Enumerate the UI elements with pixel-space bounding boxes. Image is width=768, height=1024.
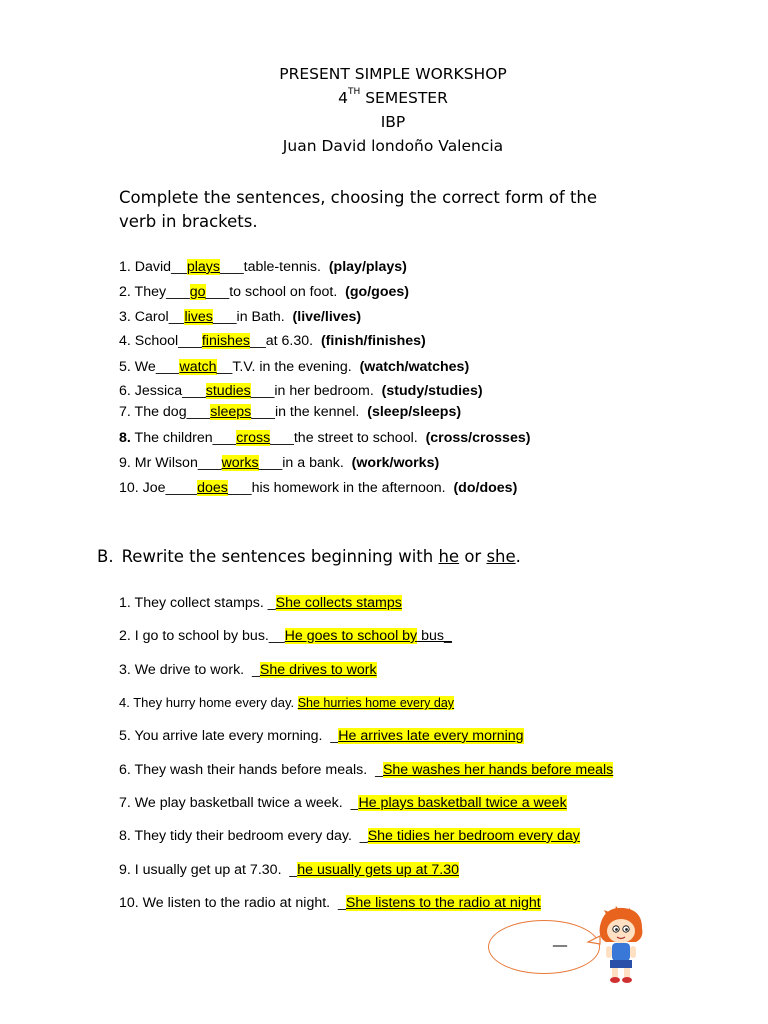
answer-highlight: works bbox=[221, 455, 259, 471]
exercise-a-item bbox=[119, 309, 361, 325]
rewritten-answer: He goes to school by bbox=[284, 628, 418, 644]
answer-highlight: finishes bbox=[201, 333, 250, 349]
author-name: Juan David londoño Valencia bbox=[282, 137, 504, 155]
semester-word: SEMESTER bbox=[360, 89, 448, 107]
section-a-instruction-line2: verb in brackets. bbox=[119, 212, 258, 231]
item-number: 8. bbox=[119, 430, 131, 446]
semester-line bbox=[0, 89, 768, 107]
item-sentence: They wash their hands before meals. bbox=[130, 762, 376, 778]
blank-right: ___ bbox=[219, 259, 244, 275]
rewritten-answer: She tidies her bedroom every day bbox=[367, 828, 580, 844]
word-she: she bbox=[486, 547, 516, 566]
blank-right: __ bbox=[216, 359, 233, 375]
blank-left: ___ bbox=[155, 359, 180, 375]
exercise-a-item bbox=[119, 359, 469, 375]
instruction-period: . bbox=[515, 547, 521, 566]
blank-left: ___ bbox=[186, 404, 211, 420]
item-prompt: David bbox=[130, 259, 172, 275]
item-continuation: table-tennis. bbox=[243, 259, 329, 275]
item-number: 1. bbox=[119, 595, 131, 611]
verb-options: (study/studies) bbox=[381, 383, 483, 399]
item-prompt: School bbox=[130, 333, 179, 349]
blank-right: ___ bbox=[227, 480, 252, 496]
answer-highlight: watch bbox=[179, 359, 217, 375]
exercise-b-item bbox=[119, 895, 541, 911]
rewritten-answer: She washes her hands before meals bbox=[382, 762, 614, 778]
rewritten-answer: She listens to the radio at night bbox=[345, 895, 541, 911]
answer-highlight: does bbox=[197, 480, 228, 496]
item-number: 10. bbox=[119, 895, 139, 911]
item-sentence: They tidy their bedroom every day. bbox=[130, 828, 360, 844]
exercise-a-item bbox=[119, 383, 483, 399]
blank-left: _ bbox=[252, 662, 260, 678]
section-b-letter: B. bbox=[97, 547, 114, 566]
blank-right: ___ bbox=[258, 455, 283, 471]
item-prompt: The dog bbox=[130, 404, 187, 420]
answer-highlight: sleeps bbox=[210, 404, 252, 420]
rewritten-answer: He arrives late every morning bbox=[338, 728, 524, 744]
answer-highlight: cross bbox=[236, 430, 271, 446]
verb-options: (finish/finishes) bbox=[320, 333, 426, 349]
blank-left: ___ bbox=[178, 333, 202, 349]
blank-right: ___ bbox=[250, 383, 275, 399]
exercise-b-item bbox=[119, 762, 613, 778]
rewritten-answer: She drives to work bbox=[259, 662, 377, 678]
item-continuation: in her bedroom. bbox=[274, 383, 382, 399]
verb-options: (work/works) bbox=[351, 455, 440, 471]
blank-left: _ bbox=[359, 828, 368, 844]
item-number: 2. bbox=[119, 284, 131, 300]
answer-highlight: lives bbox=[184, 309, 213, 325]
blank-left: __ bbox=[168, 309, 185, 325]
exercise-b-item bbox=[119, 795, 567, 811]
item-sentence: They hurry home every day. bbox=[129, 695, 298, 710]
item-sentence: They collect stamps. bbox=[130, 595, 268, 611]
section-b-heading bbox=[97, 547, 521, 566]
blank-right: ___ bbox=[205, 284, 230, 300]
item-continuation: in Bath. bbox=[236, 309, 293, 325]
worksheet-title: PRESENT SIMPLE WORKSHOP bbox=[279, 65, 507, 83]
item-sentence: You arrive late every morning. bbox=[130, 728, 331, 744]
item-prompt: We bbox=[130, 359, 156, 375]
blank-left: __ bbox=[171, 259, 187, 275]
word-he: he bbox=[438, 547, 460, 566]
speech-bubble bbox=[488, 920, 600, 974]
item-number: 7. bbox=[119, 795, 131, 811]
rewritten-answer: She collects stamps bbox=[275, 595, 402, 611]
exercise-a-item bbox=[119, 259, 407, 275]
exercise-b-item bbox=[119, 628, 452, 644]
answer-tail: bus_ bbox=[417, 628, 452, 644]
blank-left: _ bbox=[330, 728, 339, 744]
item-sentence: We drive to work. bbox=[130, 662, 252, 678]
blank-left: _ bbox=[267, 595, 276, 611]
rewritten-answer: he usually gets up at 7.30 bbox=[297, 862, 459, 878]
blank-left: _ bbox=[338, 895, 346, 911]
verb-options: (go/goes) bbox=[345, 284, 409, 300]
answer-highlight: go bbox=[189, 284, 206, 300]
section-b-instruction: Rewrite the sentences beginning with bbox=[121, 547, 439, 566]
blank-left: ____ bbox=[165, 480, 198, 496]
exercise-a-item bbox=[119, 455, 439, 471]
item-continuation: at 6.30. bbox=[265, 333, 321, 349]
item-number: 4. bbox=[119, 695, 130, 710]
exercise-b-item bbox=[119, 662, 377, 678]
item-number: 6. bbox=[119, 762, 131, 778]
exercise-b-item bbox=[119, 695, 454, 710]
rewritten-answer: He plays basketball twice a week bbox=[358, 795, 567, 811]
section-a-instruction-line1: Complete the sentences, choosing the correct form of the bbox=[119, 188, 598, 207]
answer-highlight: studies bbox=[205, 383, 251, 399]
blank-right: ___ bbox=[212, 309, 237, 325]
blank-left: ___ bbox=[212, 430, 237, 446]
exercise-a-item bbox=[119, 284, 409, 300]
item-number: 1. bbox=[119, 259, 131, 275]
item-continuation: in a bank. bbox=[282, 455, 352, 471]
answer-highlight: plays bbox=[186, 259, 220, 275]
item-number: 3. bbox=[119, 309, 131, 325]
item-number: 9. bbox=[119, 862, 131, 878]
exercise-a-item bbox=[119, 480, 517, 496]
item-number: 8. bbox=[119, 828, 131, 844]
program-name: IBP bbox=[380, 113, 406, 131]
item-prompt: Jessica bbox=[130, 383, 183, 399]
item-number: 7. bbox=[119, 404, 131, 420]
verb-options: (watch/watches) bbox=[359, 359, 470, 375]
item-continuation: his homework in the afternoon. bbox=[251, 480, 454, 496]
exercise-a-item bbox=[119, 430, 530, 446]
verb-options: (sleep/sleeps) bbox=[367, 404, 462, 420]
exercise-b-item bbox=[119, 595, 402, 611]
item-number: 5. bbox=[119, 359, 131, 375]
semester-number: 4 bbox=[338, 89, 348, 107]
blank-left: _ bbox=[375, 762, 383, 778]
semester-superscript: TH bbox=[348, 87, 361, 97]
blank-right: __ bbox=[249, 333, 266, 349]
item-number: 10. bbox=[119, 480, 139, 496]
verb-options: (cross/crosses) bbox=[425, 430, 531, 446]
item-prompt: Carol bbox=[130, 309, 169, 325]
verb-options: (do/does) bbox=[453, 480, 518, 496]
exercise-b-item bbox=[119, 862, 459, 878]
blank-left: _ bbox=[350, 795, 359, 811]
blank-left: ___ bbox=[197, 455, 222, 471]
speech-bubble-text: __ bbox=[553, 931, 567, 947]
item-continuation: the street to school. bbox=[293, 430, 426, 446]
item-number: 4. bbox=[119, 333, 131, 349]
exercise-b-item bbox=[119, 728, 524, 744]
rewritten-answer: She hurries home every day bbox=[297, 696, 455, 710]
item-sentence: We listen to the radio at night. bbox=[138, 895, 338, 911]
item-continuation: to school on foot. bbox=[229, 284, 346, 300]
item-number: 5. bbox=[119, 728, 131, 744]
verb-options: (play/plays) bbox=[328, 259, 407, 275]
item-number: 6. bbox=[119, 383, 131, 399]
blank-right: ___ bbox=[270, 430, 294, 446]
blank-left: ___ bbox=[182, 383, 206, 399]
item-continuation: T.V. in the evening. bbox=[232, 359, 360, 375]
item-prompt: They bbox=[130, 284, 167, 300]
item-sentence: We play basketball twice a week. bbox=[130, 795, 351, 811]
item-sentence: I go to school by bus. bbox=[130, 628, 269, 644]
blank-left: ___ bbox=[166, 284, 190, 300]
blank-left: __ bbox=[268, 628, 285, 644]
item-prompt: Mr Wilson bbox=[130, 455, 198, 471]
item-sentence: I usually get up at 7.30 bbox=[130, 862, 278, 878]
blank-left: . _ bbox=[277, 862, 298, 878]
verb-options: (live/lives) bbox=[292, 309, 362, 325]
exercise-a-item bbox=[119, 404, 461, 420]
item-number: 2. bbox=[119, 628, 131, 644]
item-prompt: The children bbox=[130, 430, 213, 446]
exercise-b-item bbox=[119, 828, 580, 844]
word-or: or bbox=[459, 547, 487, 566]
item-number: 9. bbox=[119, 455, 131, 471]
item-prompt: Joe bbox=[138, 480, 166, 496]
blank-right: ___ bbox=[251, 404, 275, 420]
exercise-a-item bbox=[119, 333, 426, 349]
item-continuation: in the kennel. bbox=[274, 404, 368, 420]
item-number: 3. bbox=[119, 662, 131, 678]
cartoon-child-icon bbox=[586, 904, 646, 984]
